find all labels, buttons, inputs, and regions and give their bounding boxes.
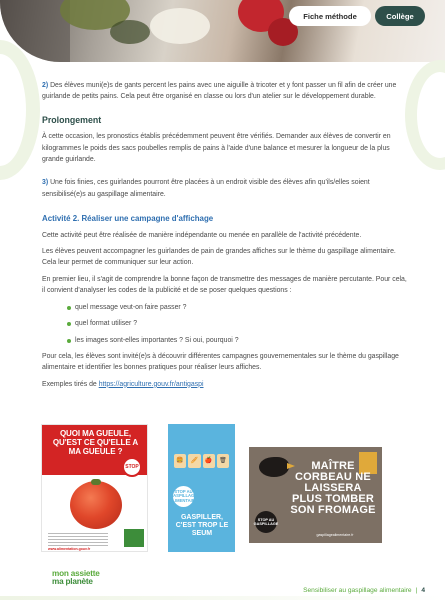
poster-slogan: GASPILLER, C'EST TROP LE SEUM (175, 514, 229, 537)
food-icon: 🗑 (217, 454, 229, 468)
antigaspi-link[interactable]: https://agriculture.gouv.fr/antigaspi (98, 380, 204, 388)
mon-assiette-logo (52, 570, 122, 586)
poster-headline: QUOI MA GUEULE, QU'EST CE QU'ELLE A MA GUEULE ? (52, 429, 139, 456)
main-content (42, 80, 408, 390)
step-number: 2) (42, 82, 49, 89)
list-item: les images sont-elles importantes ? Si oui, pourquoi ? (42, 335, 408, 346)
prolongement-heading: Prolongement (42, 114, 102, 125)
stop-badge: STOP AU GASPILLAGE (255, 511, 277, 533)
footer-separator: | (415, 587, 418, 594)
stop-badge: STOP AU GASPILLAGE ALIMENTAIRE (173, 486, 194, 507)
stop-badge: STOP (122, 457, 142, 477)
examples-prefix: Exemples tirés de (42, 380, 99, 388)
footer-title: Sensibiliser au gaspillage alimentaire (303, 587, 412, 594)
step-number: 3) (42, 179, 49, 187)
poster-fine-print (48, 533, 108, 547)
footer-decoration (0, 596, 445, 600)
step-3-paragraph (42, 177, 408, 200)
question-list (42, 302, 408, 346)
page-number: 4 (421, 587, 425, 594)
logo-line-1: mon assiette (52, 569, 100, 578)
logo-line-2: ma planète (52, 577, 93, 586)
activity-paragraph-4: Pour cela, les élèves sont invité(e)s à découvrir différentes campagnes gouvernementales sur le thème du gaspillage alimentaire et identifier les bonnes pratiques pour réaliser leurs affiches. (42, 352, 399, 372)
list-item: quel format utiliser ? (42, 318, 408, 329)
activity-2-heading: Activité 2. Réaliser une campagne d'affichage (42, 214, 214, 224)
step-2-paragraph (42, 80, 408, 103)
college-tag: Collège (375, 6, 425, 26)
food-icon: 🍎 (203, 454, 215, 468)
step-text: Une fois finies, ces guirlandes pourront être placées à un endroit visible des élèves afin qu'ils/elles soient sensibilisé(e)s au gaspillage alimentaire. (42, 179, 370, 198)
poster-slogan: MAÎTRE CORBEAU NE LAISSERA PLUS TOMBER SON FROMAGE (290, 460, 376, 516)
poster-url: www.alimentation.gouv.fr (48, 547, 91, 551)
activity-paragraph-1: Cette activité peut être réalisée de manière indépendante ou menée en parallèle de l'activité précédente. (42, 231, 362, 239)
poster-badge (124, 529, 144, 547)
examples-line (42, 379, 408, 390)
step-text: Des élèves muni(e)s de gants percent les pains avec une aiguille à tricoter et y font passer un fil afin de créer une guirlande de petits pains. Cela peut être organisé en classe ou lors d'un atelier sur le développement durable. (42, 82, 397, 101)
poster-corbeau (249, 447, 382, 543)
crow-image (259, 457, 289, 477)
page-footer (303, 587, 425, 594)
poster-tomato (41, 424, 148, 552)
activity-paragraph-3: En premier lieu, il s'agit de comprendre la bonne façon de transmettre des messages de manière percutante. Pour cela, il convient d'analyser les codes de la publicité et de se poser quelques questions : (42, 275, 407, 295)
fiche-methode-tag: Fiche méthode (289, 6, 371, 26)
prolongement-text: À cette occasion, les pronostics établis précédemment peuvent être vérifiés. Demander aux élèves de convertir en kilogrammes le poids des sacs poubelles remplis de pains à l'aide d'une balance et mesurer la longueur de la plus grande guirlande. (42, 133, 391, 164)
emoji-row (174, 454, 229, 468)
food-icon: 🥖 (188, 454, 200, 468)
tomato-image (70, 481, 122, 529)
food-icon: 🍔 (174, 454, 186, 468)
decorative-arc-right (405, 60, 445, 170)
poster-url: gaspillagealimentaire.fr (316, 533, 354, 537)
activity-paragraph-2: Les élèves peuvent accompagner les guirlandes de pain de grandes affiches sur le thème du gaspillage alimentaire. Cela leur permet de communiquer sur leur action. (42, 248, 396, 267)
list-item: quel message veut-on faire passer ? (42, 302, 408, 313)
poster-seum (168, 424, 235, 552)
tomato-stem (91, 479, 101, 485)
